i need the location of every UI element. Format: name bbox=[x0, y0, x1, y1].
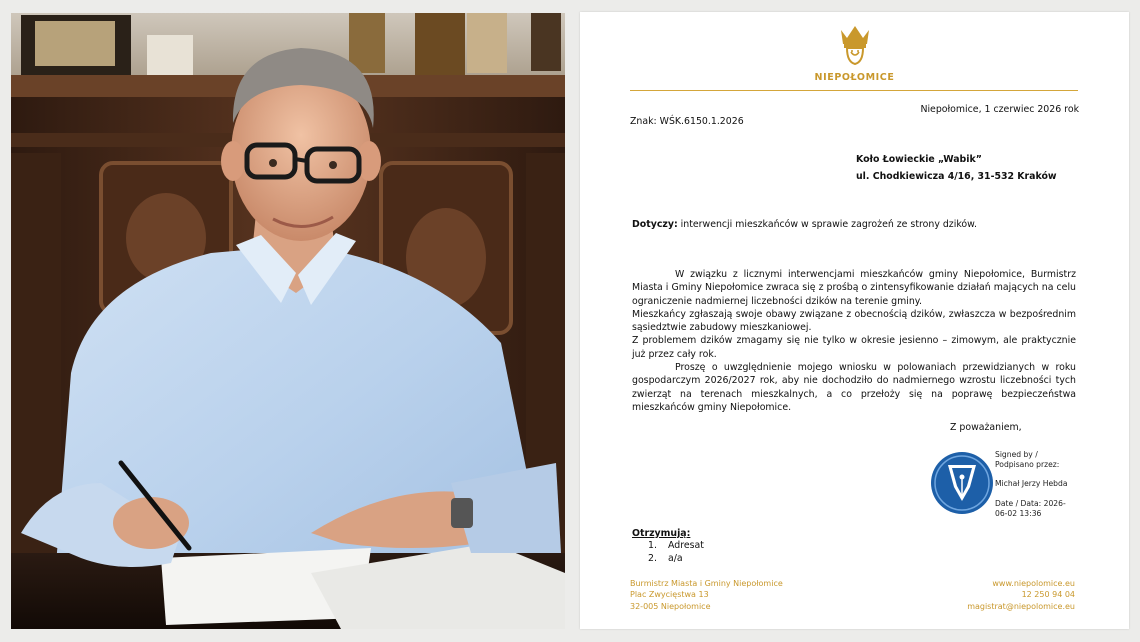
list-item: 1. Adresat bbox=[648, 540, 704, 551]
recipient-address bbox=[856, 151, 1057, 185]
subject-label: Dotyczy: bbox=[632, 219, 678, 230]
date-line: Niepołomice, 1 czerwiec 2026 rok bbox=[920, 104, 1079, 115]
recipient-name: Koło Łowieckie „Wabik” bbox=[856, 154, 982, 165]
reference-number: Znak: WŚK.6150.1.2026 bbox=[630, 116, 744, 127]
recipient-street: ul. Chodkiewicza 4/16, 31-532 Kraków bbox=[856, 171, 1057, 182]
list-item: 2. a/a bbox=[648, 552, 683, 564]
official-letter bbox=[580, 12, 1129, 629]
footer-address bbox=[630, 578, 783, 612]
letter-body bbox=[632, 268, 1076, 414]
fountain-pen-signature-icon bbox=[930, 451, 994, 515]
signed-by-label: Signed by / bbox=[995, 450, 1038, 459]
signature-details bbox=[995, 450, 1067, 519]
receivers-heading: Otrzymują: bbox=[632, 528, 691, 539]
paragraph: W związku z licznymi interwencjami mieszkańców gminy Niepołomice, Burmistrz Miasta i Gminy Niepołomice zwraca się z prośbą o zintensyfikowanie działań mających na celu ograniczenie nadmiernej liczebności dzików na terenie gminy. bbox=[632, 269, 1076, 307]
footer-city: 32-005 Niepołomice bbox=[630, 601, 711, 611]
signature-time: 06-02 13:36 bbox=[995, 508, 1042, 518]
portrait-illustration bbox=[11, 13, 565, 629]
subject-line bbox=[632, 219, 977, 230]
signature-date: Date / Data: 2026- bbox=[995, 498, 1066, 508]
subject-text: interwencji mieszkańców w sprawie zagrożeń ze strony dzików. bbox=[677, 219, 977, 230]
receivers-list bbox=[648, 540, 704, 565]
portrait-photo bbox=[11, 13, 565, 629]
footer-email[interactable]: magistrat@niepolomice.eu bbox=[967, 601, 1075, 611]
footer-phone: 12 250 94 04 bbox=[1021, 590, 1075, 600]
signer-name: Michał Jerzy Hebda bbox=[995, 479, 1068, 489]
footer-street: Plac Zwycięstwa 13 bbox=[630, 590, 709, 600]
signed-by-label-pl: Podpisano przez: bbox=[995, 460, 1060, 470]
crown-logo-icon bbox=[835, 22, 875, 66]
closing-regards: Z poważaniem, bbox=[950, 422, 1022, 433]
footer-contact bbox=[967, 578, 1075, 612]
footer-website[interactable]: www.niepolomice.eu bbox=[992, 579, 1075, 588]
paragraph: Mieszkańcy zgłaszają swoje obawy związane z obecnością dzików, zwłaszcza w bezpośrednim sąsiedztwie zabudowy mieszkaniowej. bbox=[632, 308, 1076, 334]
paragraph: Z problemem dzików zmagamy się nie tylko w okresie jesienno – zimowym, ale praktycznie już przez cały rok. bbox=[632, 335, 1076, 360]
header-rule bbox=[630, 90, 1078, 91]
footer-office: Burmistrz Miasta i Gminy Niepołomice bbox=[630, 579, 783, 588]
brand-name: NIEPOŁOMICE bbox=[814, 72, 895, 83]
paragraph: Proszę o uwzględnienie mojego wniosku w polowaniach przewidzianych w roku gospodarczym 2026/2027 rok, aby nie dochodziło do nadmiernego wzrostu liczebności tych zwierząt na terenach mieszkalnych, a co przełoży się na poprawę bezpieczeństwa mieszkańców gminy Niepołomice. bbox=[632, 362, 1076, 413]
